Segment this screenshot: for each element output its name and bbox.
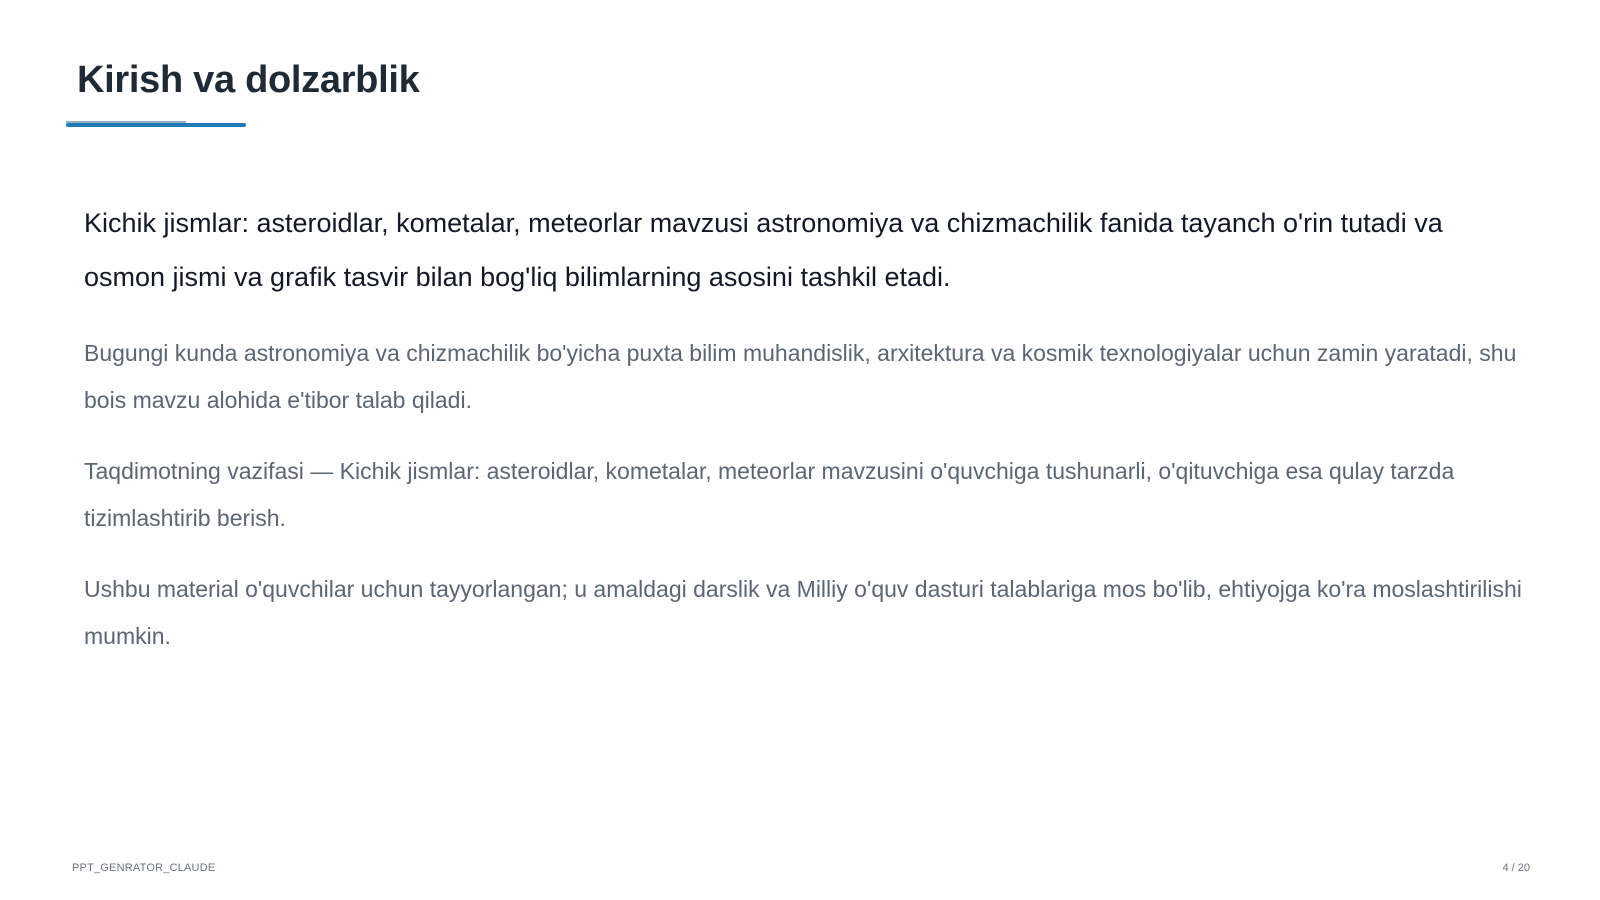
lead-paragraph: Kichik jismlar: asteroidlar, kometalar, meteorlar mavzusi astronomiya va chizmachilik fanida tayanch o'rin tutadi va osmon jismi va grafik tasvir bilan bog'liq bilimlarning asosini tashkil etadi. <box>84 208 1443 292</box>
slide-title: Kirish va dolzarblik <box>77 59 420 101</box>
body-paragraph-3: Ushbu material o'quvchilar uchun tayyorlangan; u amaldagi darslik va Milliy o'quv dasturi talablariga mos bo'lib, ehtiyojga ko'ra moslashtirilishi mumkin. <box>84 576 1522 649</box>
body-paragraph-1: Bugungi kunda astronomiya va chizmachilik bo'yicha puxta bilim muhandislik, arxitektura va kosmik texnologiyalar uchun zamin yaratadi, shu bois mavzu alohida e'tibor talab qiladi. <box>84 340 1517 413</box>
title-underline <box>66 123 246 127</box>
page-indicator: 4 / 20 <box>1502 862 1530 874</box>
body-paragraph-2: Taqdimotning vazifasi — Kichik jismlar: asteroidlar, kometalar, meteorlar mavzusini o'quvchiga tushunarli, o'qituvchiga esa qulay tarzda tizimlashtirib berish. <box>84 458 1455 531</box>
footer-brand: PPT_GENRATOR_CLAUDE <box>72 862 216 874</box>
slide-content <box>84 196 1524 684</box>
